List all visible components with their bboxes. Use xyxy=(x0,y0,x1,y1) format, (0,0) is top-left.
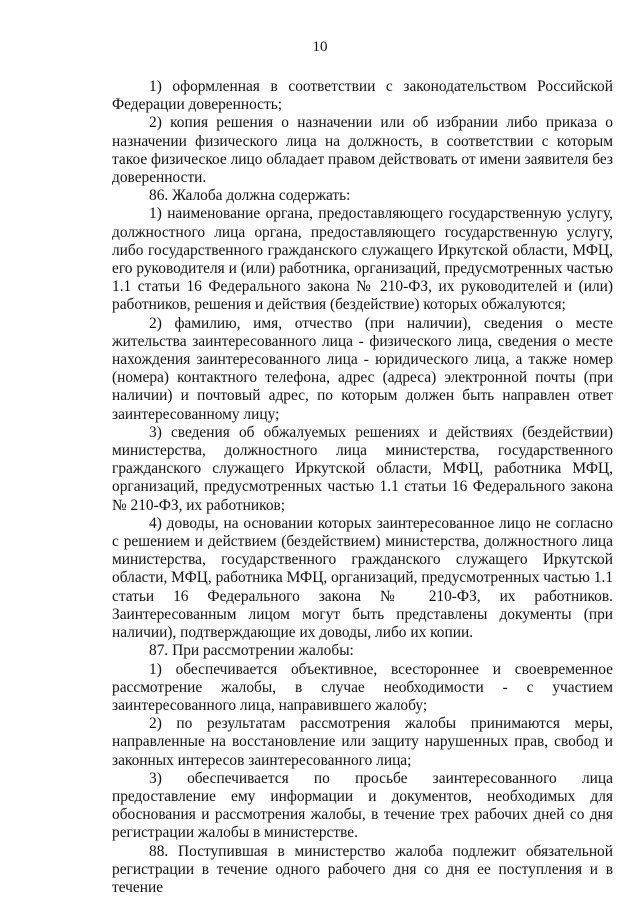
document-body xyxy=(112,78,613,897)
paragraph-87-item-2: 2) по результатам рассмотрения жалобы принимаются меры, направленные на восстановление или защиту нарушенных прав, свобод и законных интересов заинтересованного лица; xyxy=(112,715,613,769)
paragraph-87-item-1: 1) обеспечивается объективное, всестороннее и своевременное рассмотрение жалобы, в случае необходимости - с участием заинтересованного лица, направившего жалобу; xyxy=(112,660,613,714)
page-number: 10 xyxy=(312,39,328,55)
paragraph-86-item-4: 4) доводы, на основании которых заинтересованное лицо не согласно с решением и действием (бездействием) министерства, должностного лица министерства, государственного гражданского служащего Иркутской области, МФЦ, работника МФЦ, организаций, предусмотренных частью 1.1 статьи 16 Федерального закона № 210-ФЗ, их работников. Заинтересованным лицом могут быть представлены документы (при наличии), подтверждающие их доводы, либо их копии. xyxy=(112,514,614,642)
paragraph-section-87-heading: 87. При рассмотрении жалобы: xyxy=(149,642,354,660)
paragraph-section-86-heading: 86. Жалоба должна содержать: xyxy=(149,187,351,205)
paragraph-section-88: 88. Поступившая в министерство жалоба подлежит обязательной регистрации в течение одного рабочего дня со дня ее поступления и в течение xyxy=(112,842,613,896)
paragraph-item-1-power-of-attorney: 1) оформленная в соответствии с законодательством Российской Федерации доверенность; xyxy=(112,78,613,114)
paragraph-item-2-appointment-decision-copy: 2) копия решения о назначении или об избрании либо приказа о назначении физического лица на должность, в соответствии с которым такое физическое лицо обладает правом действовать от имени заявителя без доверенности. xyxy=(112,114,613,187)
paragraph-86-item-1: 1) наименование органа, предоставляющего государственную услугу, должностного лица органа, предоставляющего государственную услугу, либо государственного гражданского служащего Иркутской области, МФЦ, его руководителя и (или) работника, организаций, предусмотренных частью 1.1 статьи 16 Федерального закона № 210-ФЗ, их руководителей и (или) работников, решения и действия (бездействие) которых обжалуются; xyxy=(112,205,613,314)
paragraph-87-item-3: 3) обеспечивается по просьбе заинтересованного лица предоставление ему информации и документов, необходимых для обоснования и рассмотрения жалобы, в течение трех рабочих дней со дня регистрации жалобы в министерстве. xyxy=(112,769,613,842)
paragraph-86-item-3: 3) сведения об обжалуемых решениях и действиях (бездействии) министерства, должностного лица министерства, государственного гражданского служащего Иркутской области, МФЦ, работника МФЦ, организаций, предусмотренных частью 1.1 статьи 16 Федерального закона № 210-ФЗ, их работников; xyxy=(112,423,613,514)
paragraph-86-item-2: 2) фамилию, имя, отчество (при наличии), сведения о месте жительства заинтересованного лица - физического лица, сведения о месте нахождения заинтересованного лица - юридического лица, а также номер (номера) контактного телефона, адрес (адреса) электронной почты (при наличии) и почтовый адрес, по которым должен быть направлен ответ заинтересованному лицу; xyxy=(112,314,613,423)
